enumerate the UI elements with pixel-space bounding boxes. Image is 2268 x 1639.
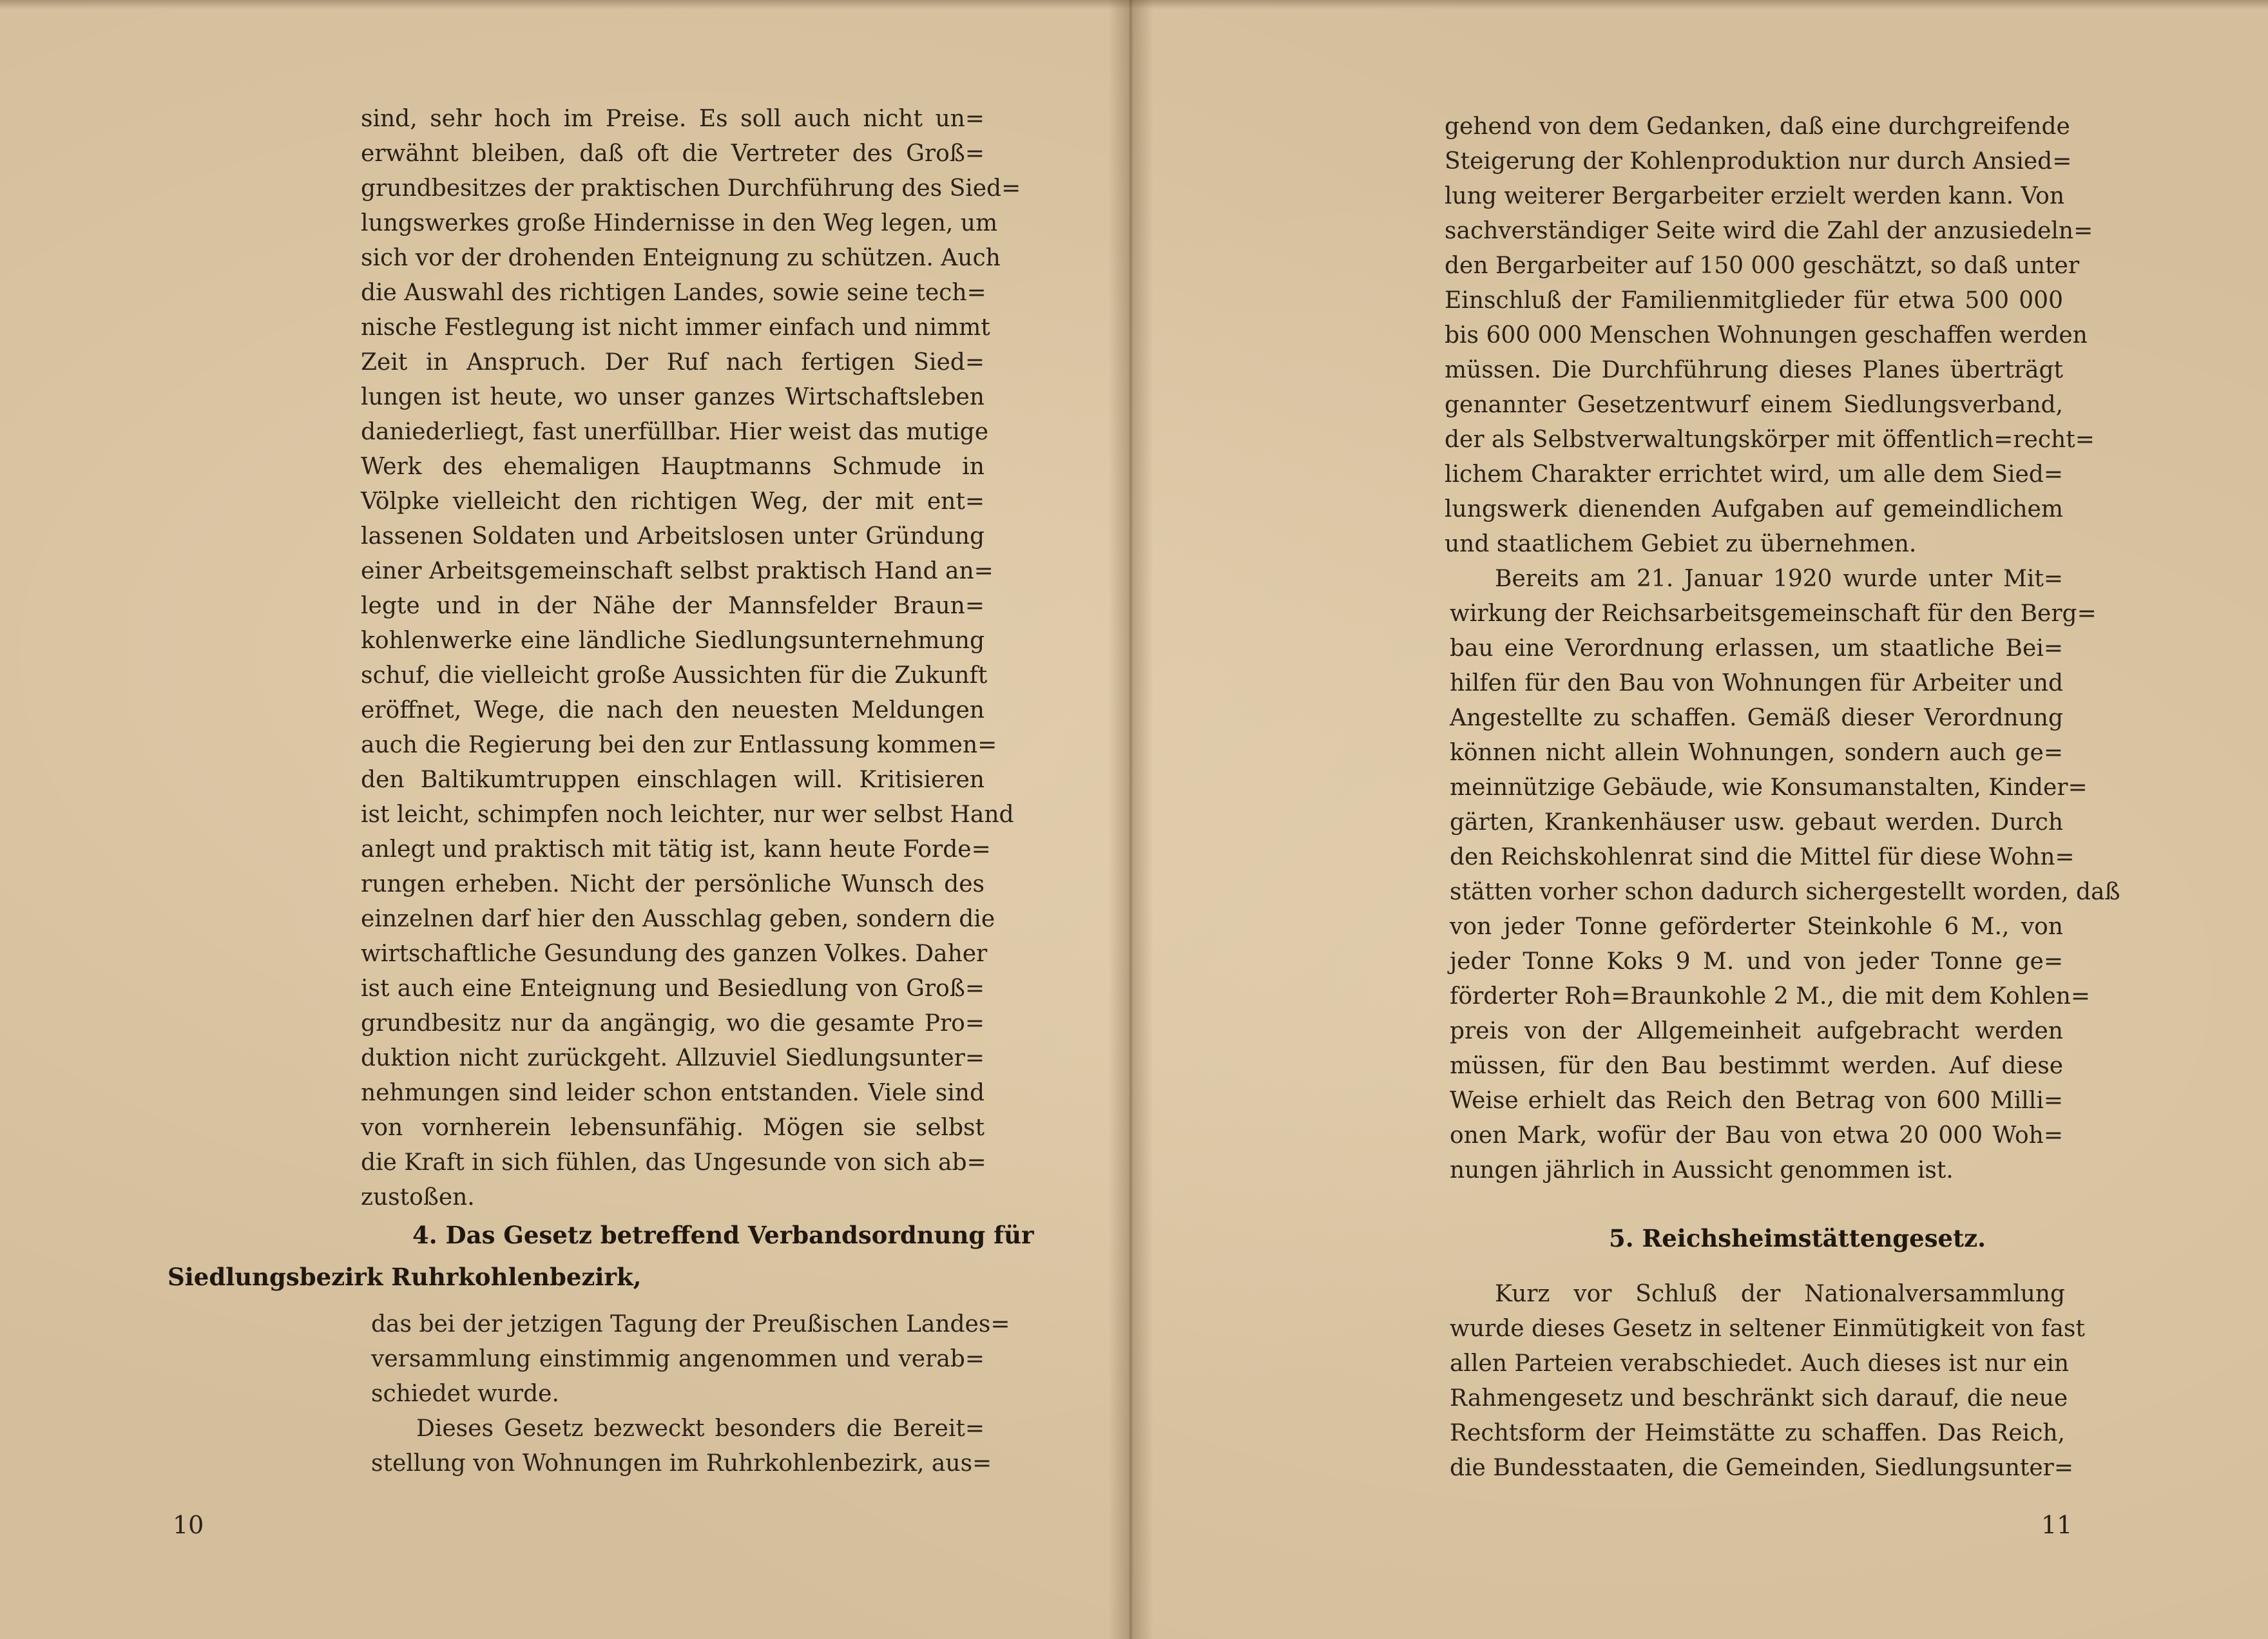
text-line: Kurz vor Schluß der Nationalversammlung xyxy=(1495,1281,2065,1307)
left-after-heading-text xyxy=(371,1307,1010,1412)
text-line: Weise erhielt das Reich den Betrag von 600 Milli= xyxy=(1450,1088,2063,1114)
right-paragraph-3 xyxy=(1450,1277,2085,1486)
text-line: erwähnt bleiben, daß oft die Vertreter des Groß= xyxy=(361,140,985,167)
text-line: bau eine Verordnung erlassen, um staatliche Bei= xyxy=(1450,635,2063,662)
left-paragraph-2 xyxy=(371,1412,992,1481)
text-line: und staatlichem Gebiet zu übernehmen. xyxy=(1445,531,1917,557)
left-body-text xyxy=(361,102,1021,1215)
text-line: gärten, Krankenhäuser usw. gebaut werden. Durch xyxy=(1450,809,2063,836)
right-body-text xyxy=(1445,110,2095,562)
text-line: wirkung der Reichsarbeitsgemeinschaft für den Berg= xyxy=(1450,600,2097,627)
text-line: stellung von Wohnungen im Ruhrkohlenbezirk, aus= xyxy=(371,1450,992,1477)
text-line: sich vor der drohenden Enteignung zu schützen. Auch xyxy=(361,245,1001,271)
text-line: onen Mark, wofür der Bau von etwa 20 000 Woh= xyxy=(1450,1122,2063,1149)
left-section-heading-line2: Siedlungsbezirk Ruhrkohlenbezirk, xyxy=(168,1263,642,1291)
text-line: das bei der jetzigen Tagung der Preußischen Landes= xyxy=(371,1311,1010,1337)
text-line: duktion nicht zurückgeht. Allzuviel Siedlungsunter= xyxy=(361,1045,985,1071)
text-line: Einschluß der Familienmitglieder für etwa 500 000 xyxy=(1445,287,2063,314)
text-line: ist leicht, schimpfen noch leichter, nur wer selbst Hand xyxy=(361,801,1014,828)
left-page xyxy=(0,0,1131,1639)
text-line: Angestellte zu schaffen. Gemäß dieser Verordnung xyxy=(1450,705,2063,731)
text-line: auch die Regierung bei den zur Entlassung kommen= xyxy=(361,732,997,758)
left-section-heading-line1: 4. Das Gesetz betreffend Verbandsordnung für xyxy=(412,1221,1034,1249)
right-page-number: 11 xyxy=(2041,1511,2073,1539)
text-line: stätten vorher schon dadurch sichergestellt worden, daß xyxy=(1450,879,2120,905)
text-line: schiedet wurde. xyxy=(371,1381,559,1407)
text-line: wirtschaftliche Gesundung des ganzen Volkes. Daher xyxy=(361,941,988,967)
text-line: Rahmengesetz und beschränkt sich darauf, die neue xyxy=(1450,1385,2068,1412)
text-line: bis 600 000 Menschen Wohnungen geschaffen werden xyxy=(1445,322,2088,349)
text-line: Werk des ehemaligen Hauptmanns Schmude in xyxy=(361,454,985,480)
text-line: lung weiterer Bergarbeiter erzielt werden kann. Von xyxy=(1445,183,2065,209)
text-line: sachverständiger Seite wird die Zahl der anzusiedeln= xyxy=(1445,218,2093,244)
text-line: schuf, die vielleicht große Aussichten für die Zukunft xyxy=(361,662,988,689)
text-line: gehend von dem Gedanken, daß eine durchgreifende xyxy=(1445,113,2070,140)
text-line: grundbesitzes der praktischen Durchführung des Sied= xyxy=(361,175,1021,202)
text-line: förderter Roh=Braunkohle 2 M., die mit dem Kohlen= xyxy=(1450,983,2091,1010)
right-paragraph-2 xyxy=(1450,562,2120,1188)
text-line: einer Arbeitsgemeinschaft selbst praktisch Hand an= xyxy=(361,558,994,584)
text-line: den Reichskohlenrat sind die Mittel für diese Wohn= xyxy=(1450,844,2075,870)
text-line: lungen ist heute, wo unser ganzes Wirtschaftsleben xyxy=(361,384,985,410)
text-line: einzelnen darf hier den Ausschlag geben, sondern die xyxy=(361,906,995,932)
text-line: jeder Tonne Koks 9 M. und von jeder Tonne ge= xyxy=(1450,948,2063,975)
right-page xyxy=(1131,0,2268,1639)
text-line: Steigerung der Kohlenproduktion nur durch Ansied= xyxy=(1445,148,2072,175)
text-line: preis von der Allgemeinheit aufgebracht werden xyxy=(1450,1018,2063,1044)
text-line: nungen jährlich in Aussicht genommen ist. xyxy=(1450,1157,1954,1184)
text-line: Zeit in Anspruch. Der Ruf nach fertigen Sied= xyxy=(361,349,985,376)
text-line: den Bergarbeiter auf 150 000 geschätzt, so daß unter xyxy=(1445,253,2080,279)
text-line: von jeder Tonne geförderter Steinkohle 6 M., von xyxy=(1450,914,2063,940)
text-line: sind, sehr hoch im Preise. Es soll auch nicht un= xyxy=(361,106,985,132)
text-line: Bereits am 21. Januar 1920 wurde unter Mit= xyxy=(1495,566,2063,592)
text-line: anlegt und praktisch mit tätig ist, kann heute Forde= xyxy=(361,836,991,863)
text-line: lungswerk dienenden Aufgaben auf gemeindlichem xyxy=(1445,496,2063,522)
text-line: legte und in der Nähe der Mannsfelder Braun= xyxy=(361,593,985,619)
text-line: Rechtsform der Heimstätte zu schaffen. Das Reich, xyxy=(1450,1420,2065,1446)
right-section-heading: 5. Reichsheimstättengesetz. xyxy=(1609,1224,1986,1252)
left-page-number: 10 xyxy=(173,1511,204,1539)
text-line: wurde dieses Gesetz in seltener Einmütigkeit von fast xyxy=(1450,1316,2085,1342)
text-line: eröffnet, Wege, die nach den neuesten Meldungen xyxy=(361,697,985,724)
text-line: genannter Gesetzentwurf einem Siedlungsverband, xyxy=(1445,392,2063,418)
text-line: zustoßen. xyxy=(361,1184,475,1211)
text-line: lassenen Soldaten und Arbeitslosen unter Gründung xyxy=(361,523,985,550)
text-line: der als Selbstverwaltungskörper mit öffentlich=recht= xyxy=(1445,427,2095,453)
text-line: daniederliegt, fast unerfüllbar. Hier weist das mutige xyxy=(361,419,989,445)
text-line: von vornherein lebensunfähig. Mögen sie selbst xyxy=(361,1115,985,1141)
text-line: Völpke vielleicht den richtigen Weg, der mit ent= xyxy=(361,488,985,515)
text-line: lichem Charakter errichtet wird, um alle dem Sied= xyxy=(1445,461,2063,488)
text-line: nehmungen sind leider schon entstanden. Viele sind xyxy=(361,1080,985,1106)
text-line: müssen. Die Durchführung dieses Planes überträgt xyxy=(1445,357,2063,383)
text-line: versammlung einstimmig angenommen und verab= xyxy=(371,1346,985,1372)
text-line: Dieses Gesetz bezweckt besonders die Bereit= xyxy=(416,1415,985,1442)
text-line: lungswerkes große Hindernisse in den Weg legen, um xyxy=(361,210,998,236)
text-line: die Kraft in sich fühlen, das Ungesunde von sich ab= xyxy=(361,1149,986,1176)
text-line: meinnützige Gebäude, wie Konsumanstalten, Kinder= xyxy=(1450,774,2088,801)
text-line: ist auch eine Enteignung und Besiedlung von Groß= xyxy=(361,975,985,1002)
text-line: müssen, für den Bau bestimmt werden. Auf diese xyxy=(1450,1053,2063,1079)
text-line: die Bundesstaaten, die Gemeinden, Siedlungsunter= xyxy=(1450,1455,2074,1481)
text-line: hilfen für den Bau von Wohnungen für Arbeiter und xyxy=(1450,670,2063,696)
text-line: können nicht allein Wohnungen, sondern auch ge= xyxy=(1450,740,2063,766)
text-line: kohlenwerke eine ländliche Siedlungsunternehmung xyxy=(361,628,985,654)
text-line: nische Festlegung ist nicht immer einfach und nimmt xyxy=(361,314,990,341)
text-line: allen Parteien verabschiedet. Auch dieses ist nur ein xyxy=(1450,1350,2070,1377)
text-line: die Auswahl des richtigen Landes, sowie seine tech= xyxy=(361,280,986,306)
text-line: grundbesitz nur da angängig, wo die gesamte Pro= xyxy=(361,1010,985,1037)
text-line: rungen erheben. Nicht der persönliche Wunsch des xyxy=(361,871,985,897)
text-line: den Baltikumtruppen einschlagen will. Kritisieren xyxy=(361,767,985,793)
